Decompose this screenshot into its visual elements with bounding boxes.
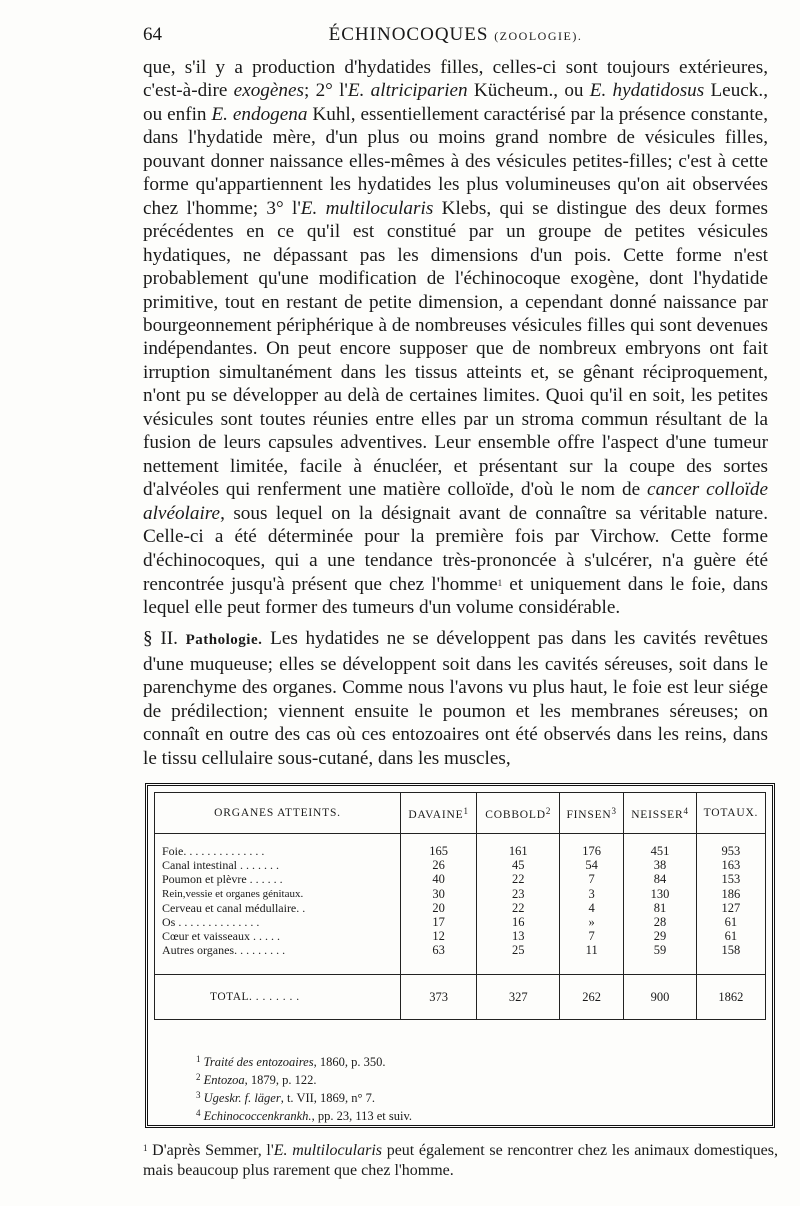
cell-value: 7 [588, 929, 595, 944]
italic-term: E. endogena [211, 103, 308, 125]
cell-value: 4 [588, 900, 595, 915]
table-note: $^4$ Echinococcenkrankh., pp. 23, 113 et suiv. [196, 1108, 413, 1123]
organ-label: Autres organes. . . . . . . . . [162, 943, 286, 958]
cell-value: 12 [432, 929, 445, 944]
organ-label: Cœur et vaisseaux . . . . . [162, 929, 280, 944]
footnote-ref: 1 [497, 577, 503, 588]
cell-value: 176 [582, 844, 602, 858]
cell-value: 54 [585, 858, 598, 873]
section-text: Les hydatides ne se développent pas dans les cavités revêtues d'une muqueuse; elles se développent soit dans les cavités séreuses, soit dans le parenchyme des organes. Comme nous l'avons vu plus haut, le foie est leur siége de prédilection; viennent ensuite le poumon et les membranes séreuses; on connaît en outre des cas où ces entozoaires ont été observés dans les reins, dans le tissu cellulaire sous-cutané, dans les muscles, [143, 628, 769, 769]
cobbold-values [477, 834, 560, 975]
cell-value: 28 [653, 915, 667, 930]
organ-list [155, 834, 401, 975]
text-run: et uniquement dans le foie, dans lequel elle peut former des tumeurs d'un volume considérable. [143, 573, 768, 619]
page-footnote: $^1$ D'après Semmer, l'E. multilocularis peut également se rencontrer chez les animaux domestiques, mais beaucoup plus rarement que chez l'homme. [143, 1142, 779, 1179]
running-header [143, 24, 768, 50]
col-header-davaine: DAVAINE$^1$ [401, 793, 477, 834]
cell-value: » [588, 915, 595, 930]
paragraph-varieties [143, 56, 768, 620]
text-run: Leuck., ou enfin [143, 80, 768, 125]
cell-value: 17 [432, 915, 445, 930]
cell-value: 16 [511, 915, 525, 930]
section-heading: Pathologie. [185, 632, 263, 648]
cell-value: 61 [724, 915, 738, 930]
total-neisser: 900 [624, 975, 697, 1020]
text-run: Kücheum., ou [467, 80, 590, 102]
cell-value: 61 [724, 929, 738, 944]
total-cobbold: 327 [477, 975, 560, 1020]
running-title [143, 24, 768, 46]
cell-value: 953 [721, 844, 741, 858]
cell-value: 26 [432, 858, 445, 873]
italic-term: E. hydatidosus [589, 80, 705, 102]
total-finsen: 262 [560, 975, 624, 1020]
cell-value: 40 [432, 872, 445, 887]
cell-value: 11 [585, 943, 598, 958]
total-totaux: 1862 [696, 975, 765, 1020]
cell-value: 163 [721, 858, 741, 873]
text-run: Kuhl, essentiellement caractérisé par la présence constante, dans l'hydatide mère, d'un plus ou moins grand nombre de vésicules filles, pouvant donner naissance elles-mêmes à des vésicules petites-filles; c'est à cette forme qu'appartiennent les hydatides les plus volumineuses qu'on ait observées chez l'homme; 3° l' [143, 103, 768, 219]
table-total-row [155, 975, 766, 1020]
cell-value: 29 [653, 929, 667, 944]
table-note: $^1$ Traité des entozoaires, 1860, p. 350. [196, 1054, 386, 1069]
table-notes [196, 1052, 412, 1124]
section-pathologie [143, 627, 768, 771]
cell-value: 23 [511, 886, 525, 901]
cell-value: 186 [721, 886, 741, 901]
organ-label: Os . . . . . . . . . . . . . . [162, 915, 260, 930]
cell-value: 25 [511, 943, 525, 958]
table-row [155, 834, 766, 975]
italic-term: E. altriciparien [347, 80, 468, 102]
cell-value: 81 [653, 900, 667, 915]
cell-value: 7 [588, 872, 595, 887]
cell-value: 3 [588, 886, 595, 901]
cell-value: 165 [429, 844, 448, 858]
cell-value: 84 [653, 872, 667, 887]
text-run: ; 2° l' [304, 80, 348, 102]
cell-value: 38 [653, 858, 667, 873]
table-header-row [155, 793, 766, 834]
table-note: $^3$ Ugeskr. f. läger, t. VII, 1869, n° 7. [196, 1090, 376, 1105]
table-note: $^2$ Entozoa, 1879, p. 122. [196, 1072, 317, 1087]
finsen-values [560, 834, 624, 975]
cell-value: 20 [432, 900, 445, 915]
cell-value: 22 [511, 900, 525, 915]
section-number: § II. [143, 628, 178, 649]
organ-label: Cerveau et canal médullaire. . [162, 900, 306, 915]
italic-term: E. multilocularis [300, 197, 434, 219]
text-run: , sous lequel on la désignait avant de connaître sa véritable nature. Celle-ci a été déterminée pour la première fois par Virchow. Cette forme d'échinocoques, qui a une tendance très-prononcée à s'ulcérer, n'a guère été rencontrée jusqu'à présent que chez l'homme [143, 502, 768, 595]
organ-label: Canal intestinal . . . . . . . [162, 858, 279, 873]
organ-label: Foie. . . . . . . . . . . . . . [162, 844, 265, 858]
cell-value: 59 [653, 943, 667, 958]
organ-label: Rein,vessie et organes génitaux. [162, 887, 304, 900]
text-run: que, s'il y a production d'hydatides filles, celles-ci sont toujours extérieures, c'est-à-dire [143, 57, 768, 102]
col-header-neisser: NEISSER$^4$ [624, 793, 697, 834]
running-title-main: ÉCHINOCOQUES [328, 24, 489, 45]
cell-value: 161 [508, 844, 528, 858]
cell-value: 63 [432, 943, 445, 958]
cell-value: 130 [650, 886, 670, 901]
cell-value: 45 [511, 858, 525, 873]
cell-value: 153 [721, 872, 741, 887]
italic-term: exogènes [233, 80, 304, 102]
col-header-totaux: TOTAUX. [696, 793, 765, 834]
neisser-values [624, 834, 697, 975]
cell-value: 30 [432, 886, 445, 901]
cell-value: 127 [721, 900, 741, 915]
col-header-finsen: FINSEN$^3$ [560, 793, 624, 834]
davaine-values [401, 834, 477, 975]
footnote-number: 1 [143, 1143, 148, 1153]
totaux-values [696, 834, 765, 975]
page-number: 64 [143, 24, 162, 45]
cell-value: 22 [511, 872, 525, 887]
cell-value: 13 [511, 929, 525, 944]
italic-term: cancer colloïde alvéolaire [143, 479, 768, 524]
organ-label: Poumon et plèvre . . . . . . [162, 872, 283, 887]
total-label: TOTAL. . . . . . . . [155, 975, 401, 1020]
text-run: Klebs, qui se distingue des deux formes précédentes en ce qu'il est constitué par un groupe de petites vésicules hydatiques, ne dépassant pas les dimensions d'un pois. Cette forme n'est probablement qu'une modification de l'échinocoque exogène, dont l'hydatide primitive, tout en restant de petite dimension, a cependant donné naissance par bourgeonnement périphérique à de nombreuses vésicules filles qui sont devenues indépendantes. On peut encore supposer que de nombreux embryons ont fait irruption simultanément dans les tissus atteints et, se gênant réciproquement, n'ont pu se développer au delà de certaines limites. Quoi qu'il en soit, les petites vésicules sont toutes réunies entre elles par un stroma commun résultant de la fusion de leurs capsules adventives. Leur ensemble offre l'aspect d'une tumeur nettement limitée, facile à énucléer, et présentant sur la coupe des sortes d'alvéoles qui renferment une matière colloïde, d'où le nom de [143, 197, 769, 501]
total-davaine: 373 [401, 975, 477, 1020]
statistics-table [154, 792, 766, 1020]
running-title-sub: (ZOOLOGIE). [494, 29, 583, 43]
cell-value: 158 [721, 943, 741, 958]
col-header-organes: ORGANES ATTEINTS. [155, 793, 401, 834]
cell-value: 451 [650, 844, 670, 858]
col-header-cobbold: COBBOLD$^2$ [477, 793, 560, 834]
